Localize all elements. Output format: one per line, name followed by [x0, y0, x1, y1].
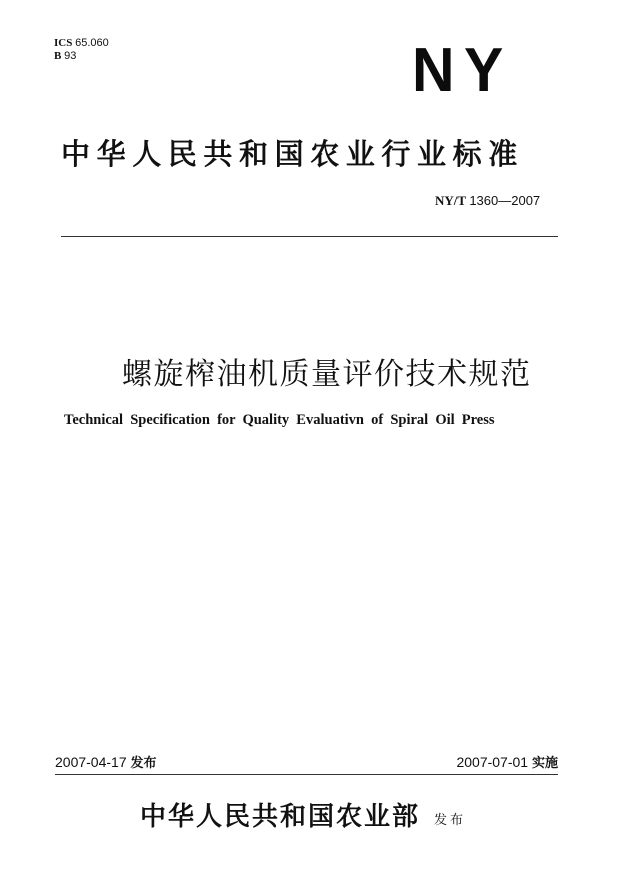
- publication-label: 发布: [130, 756, 157, 771]
- ics-code: [54, 37, 109, 50]
- ccs-code: [54, 50, 109, 63]
- classification-codes: [54, 37, 109, 63]
- standard-code-number: 1360—2007: [469, 193, 541, 208]
- publication-date: [55, 753, 157, 773]
- issuing-label: 发布: [434, 813, 467, 828]
- standard-code: [435, 193, 540, 209]
- bottom-divider: [55, 774, 558, 775]
- ics-label: ICS: [54, 37, 73, 49]
- implementation-date-value: 2007-07-01: [456, 754, 529, 770]
- publication-date-value: 2007-04-17: [55, 754, 127, 770]
- standard-body-title: 中华人民共和国农业行业标准: [61, 137, 524, 171]
- ics-value: 65.060: [75, 37, 109, 49]
- document-title-chinese: 螺旋榨油机质量评价技术规范: [122, 357, 532, 392]
- issuing-authority: 中华人民共和国农业部: [140, 802, 421, 832]
- document-title-english: Technical Specification for Quality Evaluativn of Spiral Oil Press: [64, 412, 495, 428]
- standard-code-prefix: NY/T: [435, 193, 467, 208]
- ccs-label: B: [54, 50, 62, 62]
- ccs-value: 93: [64, 50, 77, 62]
- top-divider: [61, 236, 558, 237]
- implementation-label: 实施: [531, 756, 558, 771]
- ny-logo: NY: [412, 36, 513, 105]
- implementation-date: [456, 753, 558, 773]
